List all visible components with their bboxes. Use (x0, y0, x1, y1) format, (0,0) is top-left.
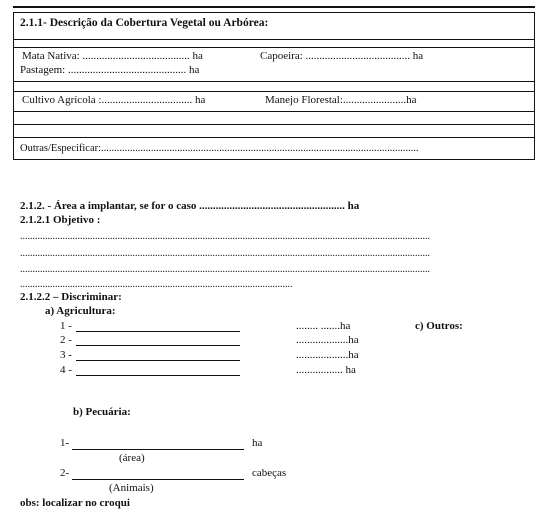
capoeira-field[interactable]: Capoeira: ...................................... ha (260, 50, 424, 62)
pecuaria-label: b) Pecuária: (73, 406, 131, 418)
implant-heading[interactable]: 2.1.2. - Área a implantar, se for o caso ..................................................... ha (20, 200, 360, 212)
discriminar-heading: 2.1.2.2 – Discriminar: (20, 291, 122, 303)
pec-animals-line[interactable] (72, 479, 244, 480)
agri-row-num: 2 - (60, 334, 72, 346)
pec-area-line[interactable] (72, 449, 244, 450)
agricultura-label: a) Agricultura: (45, 305, 116, 317)
objetivo-line[interactable]: .................................................................................................................................................................... (20, 264, 430, 275)
objetivo-line[interactable]: .................................................................................................................................................................... (20, 248, 430, 259)
pastagem-field[interactable]: Pastagem: ........................................... ha (20, 64, 200, 76)
pec-row-num: 2- (60, 467, 70, 479)
mata-nativa-field[interactable]: Mata Nativa: ....................................... ha (22, 50, 203, 62)
box-divider (14, 124, 534, 125)
manejo-field[interactable]: Manejo Florestal:.......................ha (265, 94, 417, 106)
objetivo-line[interactable]: ............................................................................................................. (20, 279, 293, 290)
outros-label: c) Outros: (415, 320, 463, 332)
box-divider (14, 137, 534, 138)
agri-row-line[interactable] (76, 345, 240, 346)
agri-row-line[interactable] (76, 375, 240, 376)
agri-row-area[interactable]: ...................ha (296, 334, 359, 346)
agri-row-area[interactable]: ...................ha (296, 349, 359, 361)
pec-row-num: 1- (60, 437, 70, 449)
obs-note: obs: localizar no croqui (20, 497, 130, 509)
objetivo-line[interactable]: .................................................................................................................................................................... (20, 231, 430, 242)
box-divider (14, 111, 534, 112)
pec-area-caption: (área) (119, 452, 145, 464)
box-divider (14, 91, 534, 92)
pec-row-unit: cabeças (252, 467, 287, 479)
objetivo-label: 2.1.2.1 Objetivo : (20, 214, 101, 226)
agri-row-num: 1 - (60, 320, 72, 332)
outras-field[interactable]: Outras/Especificar:......................................................................................................................... (20, 143, 419, 154)
agri-row-line[interactable] (76, 331, 240, 332)
box-divider (14, 81, 534, 82)
pec-animals-caption: (Animais) (109, 482, 154, 494)
agri-row-area[interactable]: ........ .......ha (296, 320, 351, 332)
agri-row-num: 4 - (60, 364, 72, 376)
box-divider (14, 39, 534, 40)
cultivo-field[interactable]: Cultivo Agrícola :................................. ha (22, 94, 206, 106)
agri-row-line[interactable] (76, 360, 240, 361)
box-divider (14, 47, 534, 48)
agri-row-num: 3 - (60, 349, 72, 361)
cover-title: 2.1.1- Descrição da Cobertura Vegetal ou Arbórea: (20, 17, 269, 29)
top-border (13, 6, 535, 8)
pec-row-unit: ha (252, 437, 263, 449)
agri-row-area[interactable]: ................. ha (296, 364, 356, 376)
vegetation-cover-box (13, 12, 535, 160)
